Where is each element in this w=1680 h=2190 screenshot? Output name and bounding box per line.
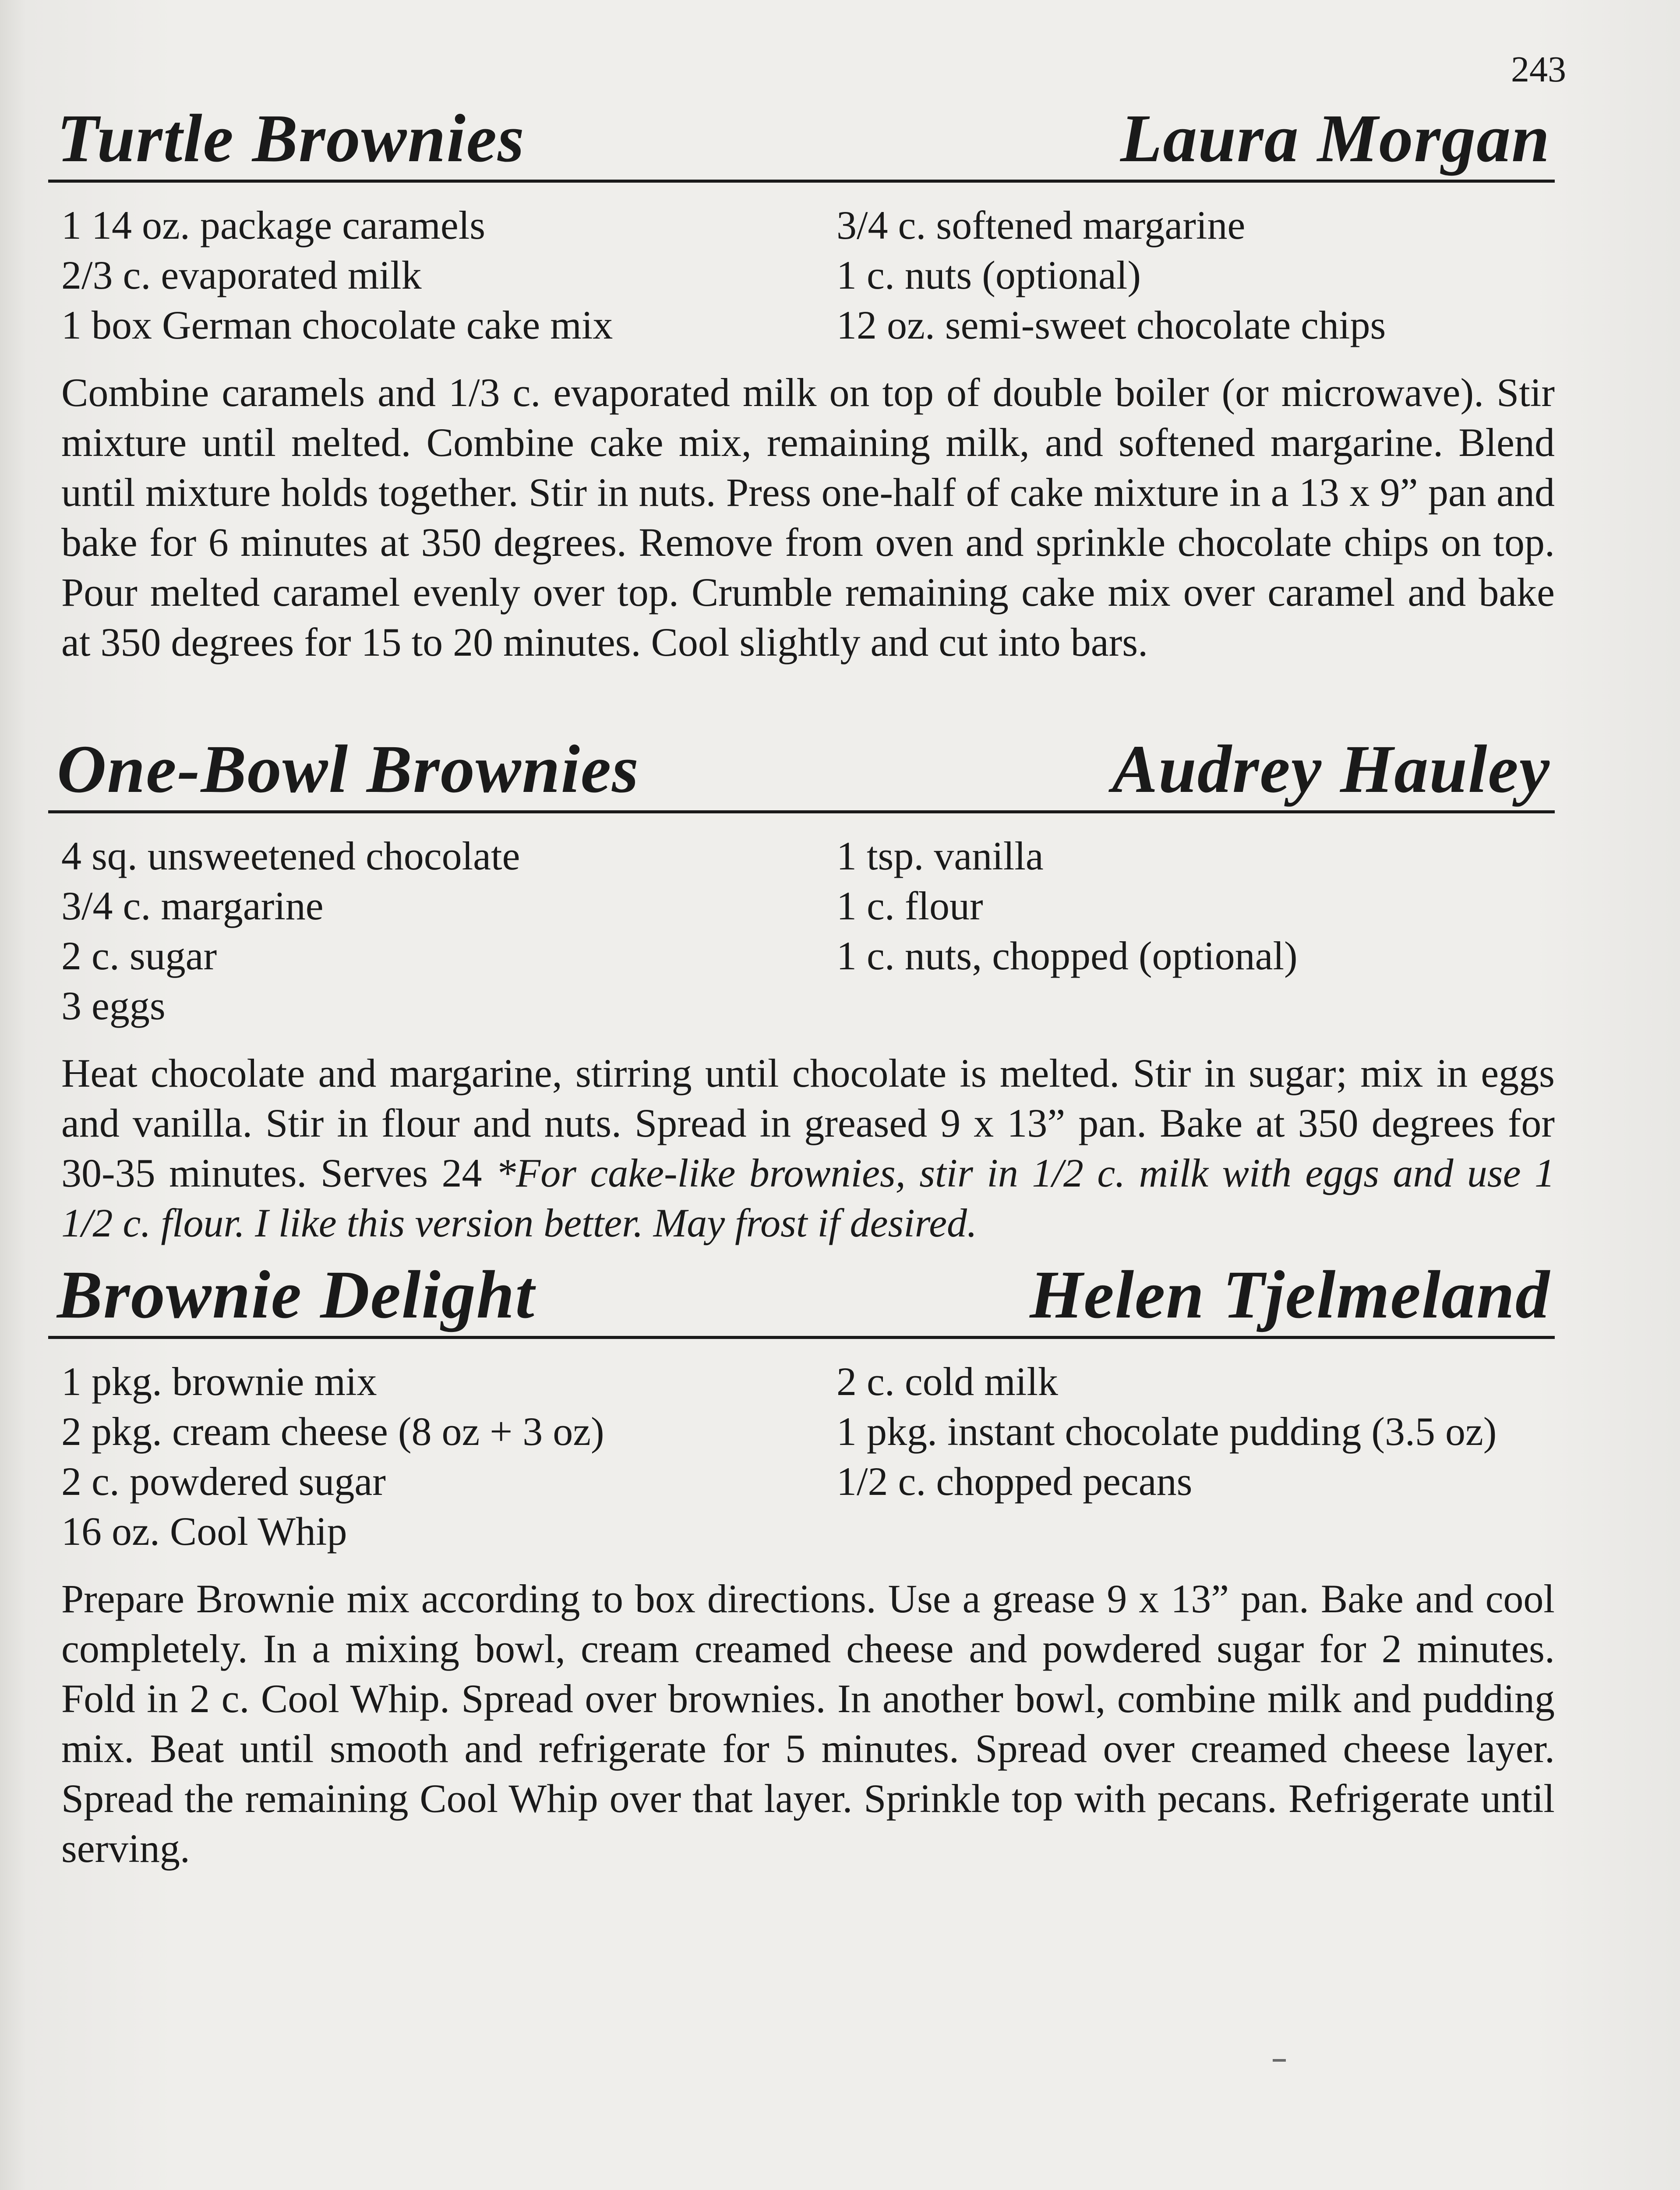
recipe-author: Helen Tjelmeland <box>1030 1257 1550 1332</box>
recipe-instructions <box>48 367 1555 667</box>
recipe-brownie-delight <box>48 1248 1555 1914</box>
ingredient-item: 2 c. powdered sugar <box>61 1459 386 1504</box>
ingredient-item: 1 pkg. brownie mix <box>61 1359 377 1404</box>
ingredient-item: 16 oz. Cool Whip <box>61 1509 347 1554</box>
ingredient-item: 1 14 oz. package caramels <box>61 203 486 247</box>
ingredient-item: 2 c. sugar <box>61 933 217 978</box>
recipe-header <box>48 1248 1555 1339</box>
recipe-turtle-brownies <box>48 92 1555 707</box>
ingredient-item: 1 pkg. instant chocolate pudding (3.5 oz) <box>836 1409 1497 1454</box>
ingredient-item: 3 eggs <box>61 983 166 1028</box>
ingredient-item: 1 c. nuts (optional) <box>836 253 1141 297</box>
recipe-title: Turtle Brownies <box>57 100 525 176</box>
recipe-title: Brownie Delight <box>57 1257 535 1332</box>
recipe-one-bowl-brownies <box>48 723 1555 1288</box>
ingredient-item: 12 oz. semi-sweet chocolate chips <box>836 303 1386 347</box>
ingredient-item: 1 c. flour <box>836 883 983 928</box>
ingredient-list <box>48 831 1555 1031</box>
ingredient-item: 1 tsp. vanilla <box>836 834 1044 878</box>
recipe-instructions <box>48 1048 1555 1248</box>
recipe-author: Laura Morgan <box>1120 100 1550 176</box>
instructions-text: Heat chocolate and margarine, stirring until chocolate is melted. Stir in sugar; mix in eggs and vanilla. Stir in flour and nuts. Spread in greased 9 x 13” pan. Bake at 350 degrees for 30-35 minutes. Serves 24 <box>61 1051 1555 1195</box>
ingredient-item: 3/4 c. softened margarine <box>836 203 1246 247</box>
ingredient-column-right <box>836 200 1555 350</box>
ingredient-item: 2 c. cold milk <box>836 1359 1058 1404</box>
ingredient-item: 3/4 c. margarine <box>61 883 324 928</box>
ingredient-column-left <box>48 831 836 1031</box>
ingredient-column-left <box>48 1356 836 1556</box>
page-number: 243 <box>1511 49 1566 90</box>
ingredient-item: 4 sq. unsweetened chocolate <box>61 834 520 878</box>
ingredient-item: 1 c. nuts, chopped (optional) <box>836 933 1298 978</box>
ingredient-item: 2/3 c. evaporated milk <box>61 253 422 297</box>
instructions-text: Prepare Brownie mix according to box directions. Use a grease 9 x 13” pan. Bake and cool completely. In a mixing bowl, cream creamed cheese and powdered sugar for 2 minutes. Fold in 2 c. Cool Whip. Spread over brownies. In another bowl, combine milk and pudding mix. Beat until smooth and refrigerate for 5 minutes. Spread over creamed cheese layer. Spread the remaining Cool Whip over that layer. Sprinkle top with pecans. Refrigerate until serving. <box>61 1576 1555 1871</box>
instructions-text: Combine caramels and 1/3 c. evaporated milk on top of double boiler (or microwave). Stir mixture until melted. Combine cake mix, remaining milk, and softened margarine. Blend until mixture holds together. Stir in nuts. Press one-half of cake mixture in a 13 x 9” pan and bake for 6 minutes at 350 degrees. Remove from oven and sprinkle chocolate chips on top. Pour melted caramel evenly over top. Crumble remaining cake mix over caramel and bake at 350 degrees for 15 to 20 minutes. Cool slightly and cut into bars. <box>61 370 1555 664</box>
recipe-instructions <box>48 1574 1555 1873</box>
ingredient-column-left <box>48 200 836 350</box>
ingredient-column-right <box>836 831 1555 1031</box>
recipe-header <box>48 92 1555 183</box>
recipe-author: Audrey Hauley <box>1112 731 1550 807</box>
recipe-note: *For cake-like brownies, stir in 1/2 c. milk with eggs and use 1 1/2 c. flour. I like this version better. May frost if desired. <box>61 1151 1555 1245</box>
ingredient-item: 1 box German chocolate cake mix <box>61 303 613 347</box>
ingredient-list <box>48 1356 1555 1556</box>
recipe-header <box>48 723 1555 813</box>
recipe-title: One-Bowl Brownies <box>57 731 639 807</box>
ingredient-item: 1/2 c. chopped pecans <box>836 1459 1193 1504</box>
ingredient-column-right <box>836 1356 1555 1556</box>
print-smudge <box>1273 2059 1286 2062</box>
ingredient-list <box>48 200 1555 350</box>
ingredient-item: 2 pkg. cream cheese (8 oz + 3 oz) <box>61 1409 604 1454</box>
